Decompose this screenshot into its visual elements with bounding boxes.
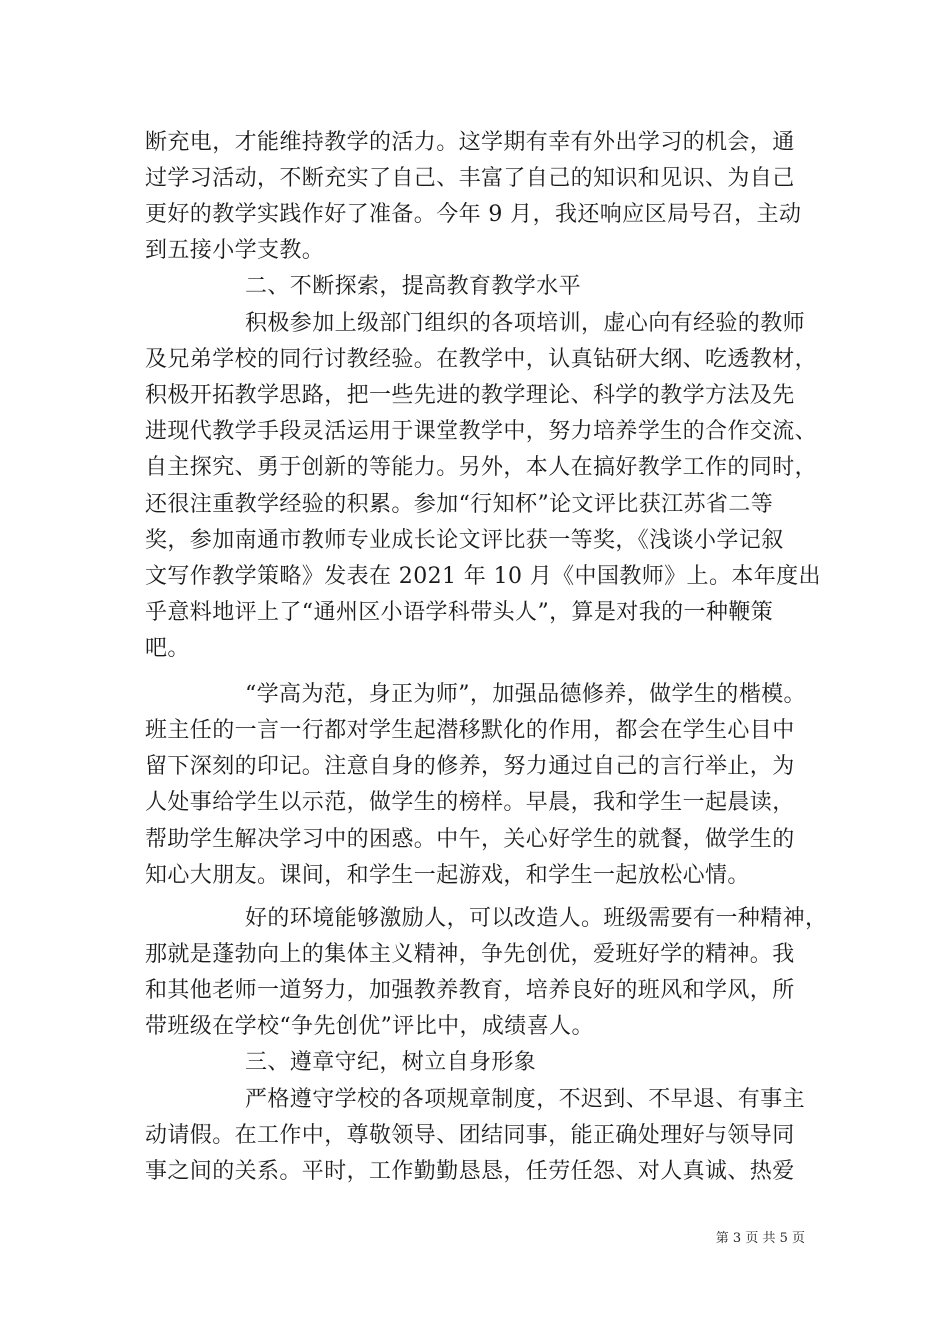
text-line: 班主任的一言一行都对学生起潜移默化的作用，都会在学生心目中 — [145, 718, 795, 743]
text-line: 事之间的关系。平时，工作勤勤恳恳，任劳任怨、对人真诚、热爱 — [145, 1159, 795, 1184]
section-heading: 二、不断探索，提高教育教学水平 — [245, 274, 582, 299]
text-line: 过学习活动，不断充实了自己、丰富了自己的知识和见识、为自己 — [145, 166, 795, 191]
section-heading: 三、遵章守纪，树立自身形象 — [245, 1050, 537, 1075]
text-line: 帮助学生解决学习中的困惑。中午，关心好学生的就餐，做学生的 — [145, 827, 795, 852]
text-line: 断充电，才能维持教学的活力。这学期有幸有外出学习的机会，通 — [145, 130, 795, 155]
text-line: 吧。 — [145, 636, 190, 661]
text-line: 留下深刻的印记。注意自身的修养，努力通过自己的言行举止，为 — [145, 754, 795, 779]
text-line: 文写作教学策略》发表在 2021 年 10 月《中国教师》上。本年度出 — [145, 564, 821, 589]
text-line: 乎意料地评上了“通州区小语学科带头人”，算是对我的一种鞭策 — [145, 600, 774, 625]
text-line: 动请假。在工作中，尊敬领导、团结同事，能正确处理好与领导同 — [145, 1123, 795, 1148]
text-line: 积极参加上级部门组织的各项培训，虚心向有经验的教师 — [245, 311, 806, 336]
text-line: 进现代教学手段灵活运用于课堂教学中，努力培养学生的合作交流、 — [145, 419, 818, 444]
text-line: 还很注重教学经验的积累。参加“行知杯”论文评比获江苏省二等 — [145, 492, 774, 517]
text-line: 严格遵守学校的各项规章制度，不迟到、不早退、有事主 — [245, 1087, 806, 1112]
text-line: 更好的教学实践作好了准备。今年 9 月，我还响应区局号召，主动 — [145, 202, 802, 227]
text-line: 奖，参加南通市教师专业成长论文评比获一等奖，《浅谈小学记叙 — [145, 528, 784, 553]
text-line: 自主探究、勇于创新的等能力。另外，本人在搞好教学工作的同时， — [145, 455, 818, 480]
text-line: “学高为范，身正为师”，加强品德修养，做学生的楷模。 — [245, 682, 806, 707]
text-line: 知心大朋友。课间，和学生一起游戏，和学生一起放松心情。 — [145, 863, 750, 888]
text-line: 人处事给学生以示范，做学生的榜样。早晨，我和学生一起晨读， — [145, 790, 795, 815]
page-number: 第 3 页 共 5 页 — [715, 1231, 805, 1246]
text-line: 到五接小学支教。 — [145, 238, 325, 263]
text-line: 带班级在学校“争先创优”评比中，成绩喜人。 — [145, 1014, 594, 1039]
text-line: 那就是蓬勃向上的集体主义精神，争先创优，爱班好学的精神。我 — [145, 942, 795, 967]
text-line: 积极开拓教学思路，把一些先进的教学理论、科学的教学方法及先 — [145, 383, 795, 408]
text-line: 和其他老师一道努力，加强教养教育，培养良好的班风和学风，所 — [145, 978, 795, 1003]
text-line: 及兄弟学校的同行讨教经验。在教学中，认真钻研大纲、吃透教材， — [145, 347, 818, 372]
text-line: 好的环境能够激励人，可以改造人。班级需要有一种精神， — [245, 906, 828, 931]
